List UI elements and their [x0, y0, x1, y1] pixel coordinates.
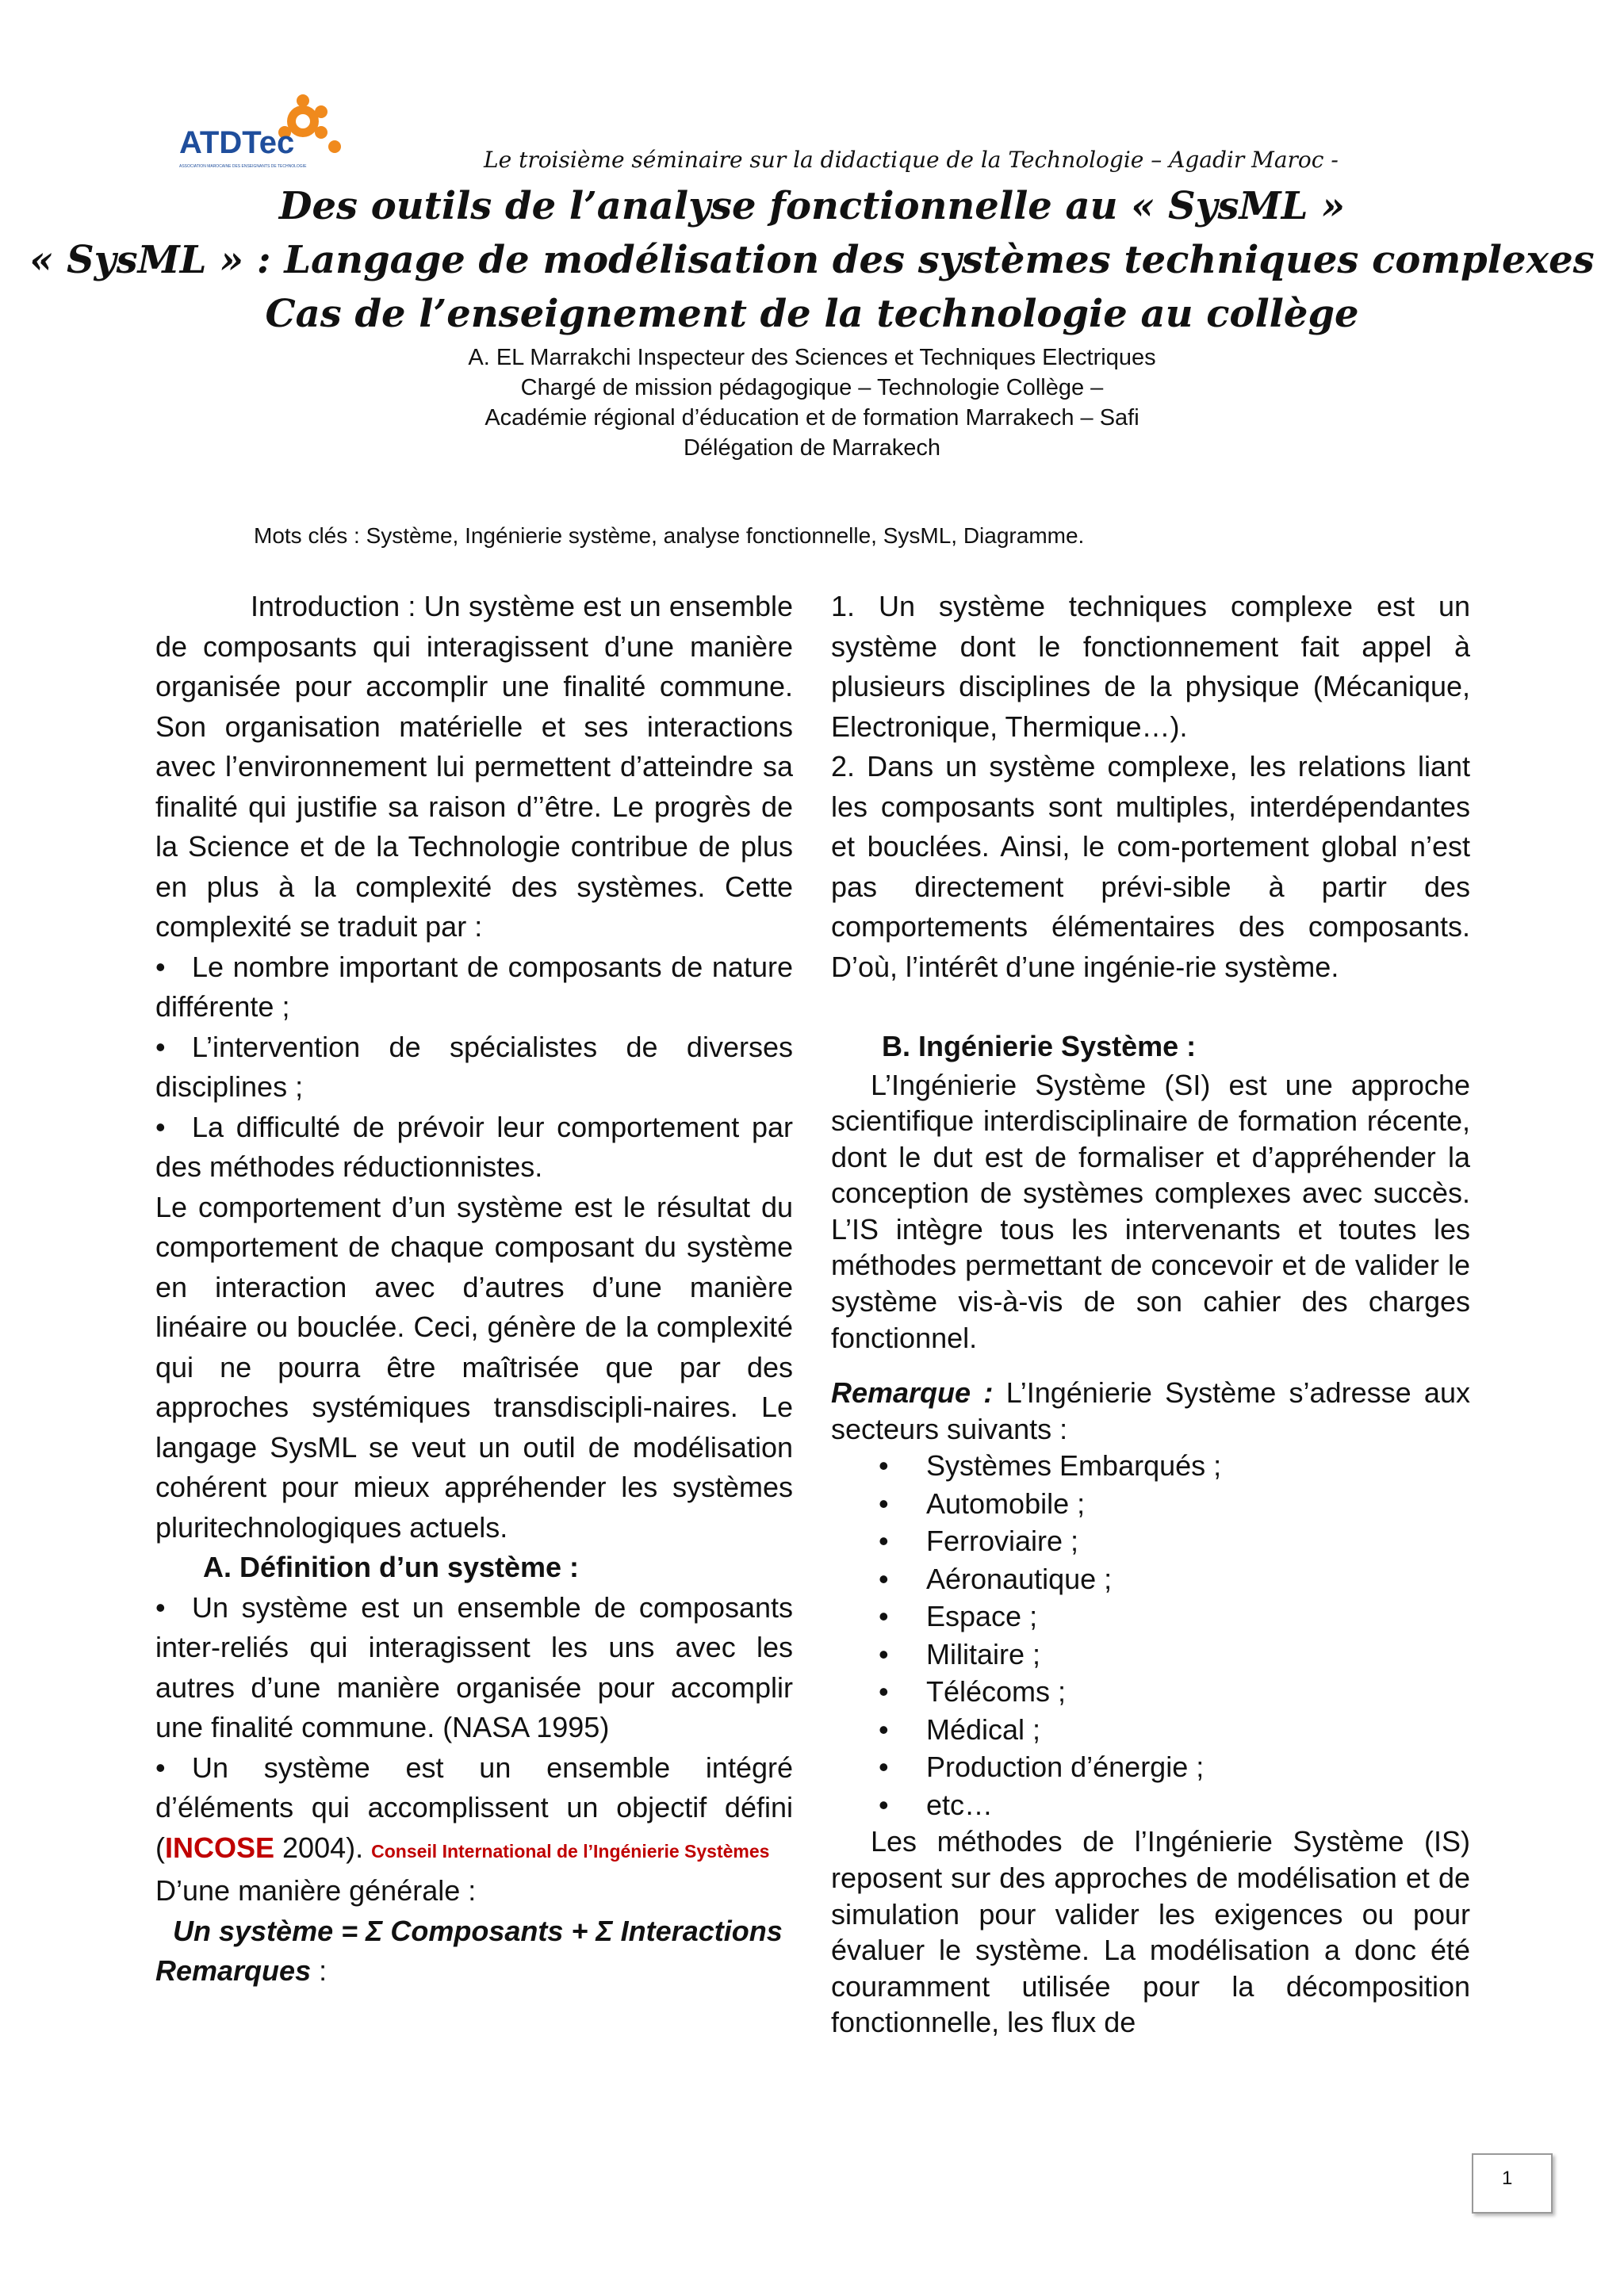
seminar-subtitle: Le troisième séminaire sur la didactique de la Technologie – Agadir Maroc - [484, 147, 1339, 173]
general-label: D’une manière générale : [155, 1874, 477, 1907]
title-line-1: Des outils de l’analyse fonctionnelle au « SysML » [278, 184, 1346, 228]
complex-point-2: 2. Dans un système complexe, les relations liant les composants sont multiples, interdépendantes et bouclées. Ainsi, le com-portement global n’est pas directement prévi-sible à partir des comportements élémentaires des composants. D’où, l’intérêt d’une ingénie-rie système. [831, 750, 1470, 983]
list-item: • Télécoms ; [879, 1675, 1067, 1709]
list-item: • Militaire ; [879, 1637, 1041, 1670]
si-paragraph: L’Ingénierie Système (SI) est une approche scientifique interdisciplinaire de formation récente, dont le dut est de formaliser et d’appréhender la conception de systèmes complexes avec succès. L’IS intègre tous les intervenants et toutes les méthodes permettant de concevoir et de valider le système vis-à-vis de son cahier des charges fonctionnel. [831, 1068, 1470, 1354]
author-line-4: Délégation de Marrakech [683, 435, 940, 461]
remarque-paragraph: Remarque : L’Ingénierie Système s’adresse aux secteurs suivants : [831, 1376, 1470, 1445]
sector-list [831, 1447, 1470, 1823]
definition-2: • Un système est un ensemble intégré d’éléments qui accomplissent un objectif défini (INCOSE 2004). Conseil International de l’Ingénierie Systèmes [155, 1751, 793, 1864]
title-line-3: Cas de l’enseignement de la technologie au collège [265, 292, 1359, 336]
intro-paragraph: Introduction : Un système est un ensemble de composants qui interagissent d’une manière organisée pour accomplir une finalité commune. Son organisation matérielle et ses interactions avec l’environnement lui permettent d’atteindre sa finalité qui justifie sa raison d’’être. Le progrès de la Science et de la Technologie contribue de plus en plus à la complexité des systèmes. Cette complexité se traduit par : [155, 590, 793, 943]
council-note: Conseil International de l’Ingénierie Systèmes [371, 1840, 770, 1862]
list-item: • Automobile ; [879, 1487, 1086, 1520]
keywords: Mots clés : Système, Ingénierie système, analyse fonctionnelle, SysML, Diagramme. [254, 523, 1085, 548]
heading-ingenierie: B. Ingénierie Système : [882, 1030, 1197, 1062]
page-number: 1 [1502, 2168, 1513, 2189]
atdtec-logo [176, 91, 350, 178]
list-item: • Ferroviaire ; [879, 1525, 1079, 1558]
list-item: • etc… [879, 1788, 994, 1821]
list-item: • Production d’énergie ; [879, 1751, 1205, 1784]
author-line-1: A. EL Marrakchi Inspecteur des Sciences et Techniques Electriques [468, 345, 1156, 370]
title-line-2: « SysML » : Langage de modélisation des systèmes techniques complexes [29, 238, 1595, 282]
remarques-label: Remarques : [155, 1954, 327, 1987]
heading-definition: A. Définition d’un système : [203, 1551, 580, 1583]
right-column [831, 587, 1470, 2041]
list-item: • L’intervention de spécialistes de diverses disciplines ; [155, 1030, 793, 1103]
behavior-paragraph: Le comportement d’un système est le résultat du comportement de chaque composant du système en interaction avec d’autres d’une manière linéaire ou bouclée. Ceci, génère de la complexité qui ne pourra être maîtrisée que par des approches systémiques transdiscipli-naires. Le langage SysML se veut un outil de modélisation cohérent pour mieux appréhender les systèmes pluritechnologiques actuels. [155, 1190, 793, 1544]
list-item: • La difficulté de prévoir leur comportement par des méthodes réductionnistes. [155, 1110, 793, 1183]
incose-label: INCOSE [165, 1831, 275, 1864]
methods-paragraph: Les méthodes de l’Ingénierie Système (IS) reposent sur des approches de modélisation et de simulation pour valider les exigences ou pour évaluer le système. La modélisation a donc été couramment utilisée pour la décomposition fonctionnelle, les flux de [831, 1825, 1470, 2039]
complex-point-1: 1. Un système techniques complexe est un système dont le fonctionnement fait appel à plusieurs disciplines de la physique (Mécanique, Electronique, Thermique…). [831, 590, 1470, 743]
list-item: • Médical ; [879, 1712, 1041, 1746]
author-line-3: Académie régional d’éducation et de formation Marrakech – Safi [485, 405, 1139, 430]
list-item: • Aéronautique ; [879, 1562, 1113, 1595]
logo-tagline: ASSOCIATION MAROCAINE DES ENSEIGNANTS DE TECHNOLOGIE [179, 164, 307, 169]
definition-1: • Un système est un ensemble de composants inter-reliés qui interagissent les uns avec les autres d’une manière organisée pour accomplir une finalité commune. (NASA 1995) [155, 1590, 793, 1743]
list-item: • Espace ; [879, 1600, 1038, 1633]
list-item: • Le nombre important de composants de nature différente ; [155, 950, 793, 1023]
author-line-2: Chargé de mission pédagogique – Technologie Collège – [520, 375, 1104, 400]
logo-text: ATDTec [179, 125, 295, 160]
list-item: • Systèmes Embarqués ; [879, 1449, 1222, 1483]
left-column [155, 587, 793, 1992]
system-formula: Un système = Σ Composants + Σ Interactions [173, 1914, 783, 1947]
